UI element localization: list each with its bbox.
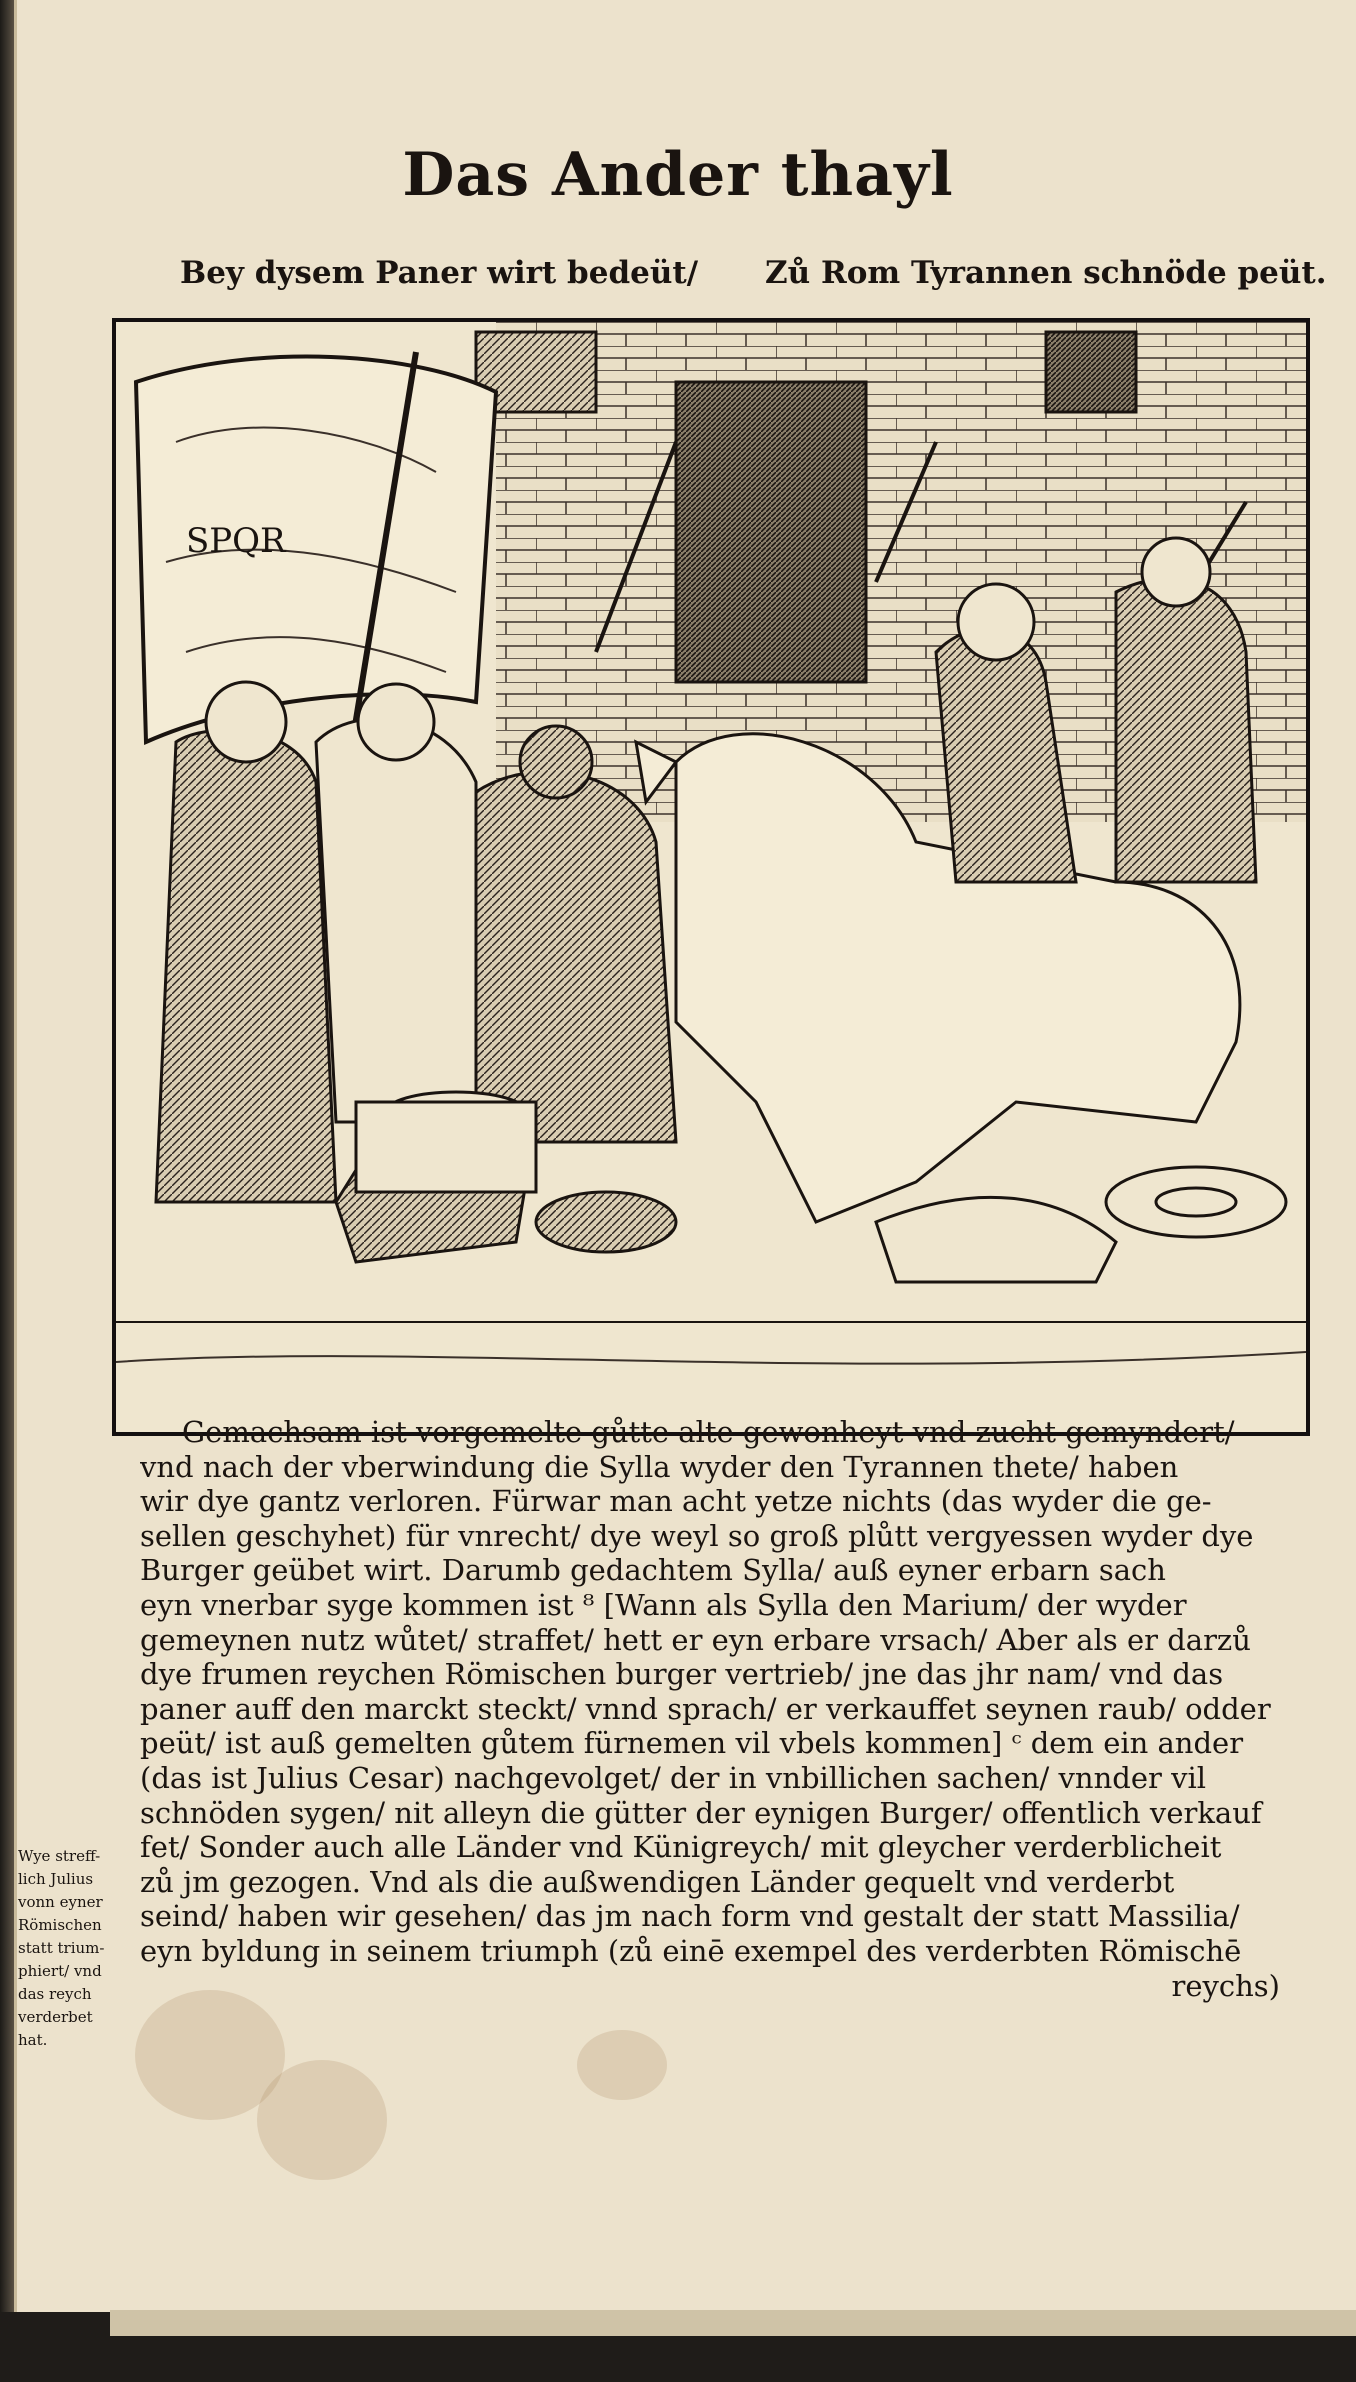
marginal-note — [18, 1845, 143, 2052]
book-gutter — [0, 0, 14, 2382]
window — [1046, 332, 1136, 412]
woodcut-illustration — [112, 318, 1310, 1436]
building-doorway — [676, 382, 866, 682]
text-line: seind/ haben wir gesehen/ das jm nach form vnd gestalt der statt Massilia/ — [140, 1899, 1240, 1934]
text-line: sellen geschyhet) für vnrecht/ dye weyl so groß plůtt vergyessen wyder dye — [140, 1518, 1254, 1553]
woodcut-scene — [116, 322, 1306, 1432]
text-line: fet/ Sonder auch alle Länder vnd Künigreych/ mit gleycher verderblicheit — [140, 1830, 1222, 1865]
running-head: Das Ander thayl — [402, 140, 954, 210]
text-line: Burger geübet wirt. Darumb gedachtem Sylla/ auß eyner erbarn sach — [140, 1553, 1166, 1588]
text-line: dye frumen reychen Römischen burger vertrieb/ jne das jhr nam/ vnd das — [140, 1657, 1224, 1692]
text-line: gemeynen nutz wůtet/ straffet/ hett er eyn erbare vrsach/ Aber als er darzů — [140, 1622, 1251, 1657]
next-page-edge — [110, 2310, 1356, 2336]
paper-stain — [577, 2030, 667, 2100]
text-line: wir dye gantz verloren. Fürwar man acht yetze nichts (das wyder die ge- — [140, 1484, 1212, 1519]
text-line: zů jm gezogen. Vnd als die außwendigen Länder gequelt vnd verderbt — [140, 1864, 1175, 1899]
text-line: vnd nach der vberwindung die Sylla wyder den Tyrannen thete/ haben — [140, 1449, 1179, 1484]
text-line: eyn byldung in seinem triumph (zů einē exempel des verderbten Römischē — [140, 1933, 1242, 1968]
marginal-line: verderbet — [18, 2008, 93, 2026]
marginal-line: Römischen — [18, 1916, 102, 1934]
marginal-line: lich Julius — [18, 1870, 94, 1888]
banner-text: SPQR — [186, 521, 286, 561]
marginal-line: hat. — [18, 2031, 48, 2049]
text-line: schnöden sygen/ nit alleyn die gütter der eynigen Burger/ offentlich verkauf — [140, 1795, 1262, 1830]
body-text — [140, 1415, 1300, 2003]
marginal-line: vonn eyner — [18, 1893, 103, 1911]
marginal-line: phiert/ vnd — [18, 1962, 102, 1980]
text-line: reychs) — [1171, 1968, 1280, 2003]
paper-stain — [257, 2060, 387, 2180]
marginal-line: das reych — [18, 1985, 92, 2003]
text-line: paner auff den marckt steckt/ vnnd sprach/ er verkauffet seynen raub/ odder — [140, 1691, 1271, 1726]
marginal-line: statt trium- — [18, 1939, 105, 1957]
marginal-line: Wye streff- — [18, 1847, 101, 1865]
verse-left: Bey dysem Paner wirt bedeüt/ — [180, 255, 699, 291]
verse-right: Zů Rom Tyrannen schnöde peüt. — [765, 255, 1327, 291]
text-line: Gemachsam ist vorgemelte gůtte alte gewonheyt vnd zucht gemyndert/ — [182, 1415, 1235, 1449]
text-line: eyn vnerbar syge kommen ist ⁸ [Wann als Sylla den Marium/ der wyder — [140, 1587, 1187, 1622]
text-line: (das ist Julius Cesar) nachgevolget/ der in vnbillichen sachen/ vnnder vil — [140, 1760, 1207, 1795]
text-line: peüt/ ist auß gemelten gůtem fürnemen vil vbels kommen] ᶜ dem ein ander — [140, 1726, 1244, 1761]
